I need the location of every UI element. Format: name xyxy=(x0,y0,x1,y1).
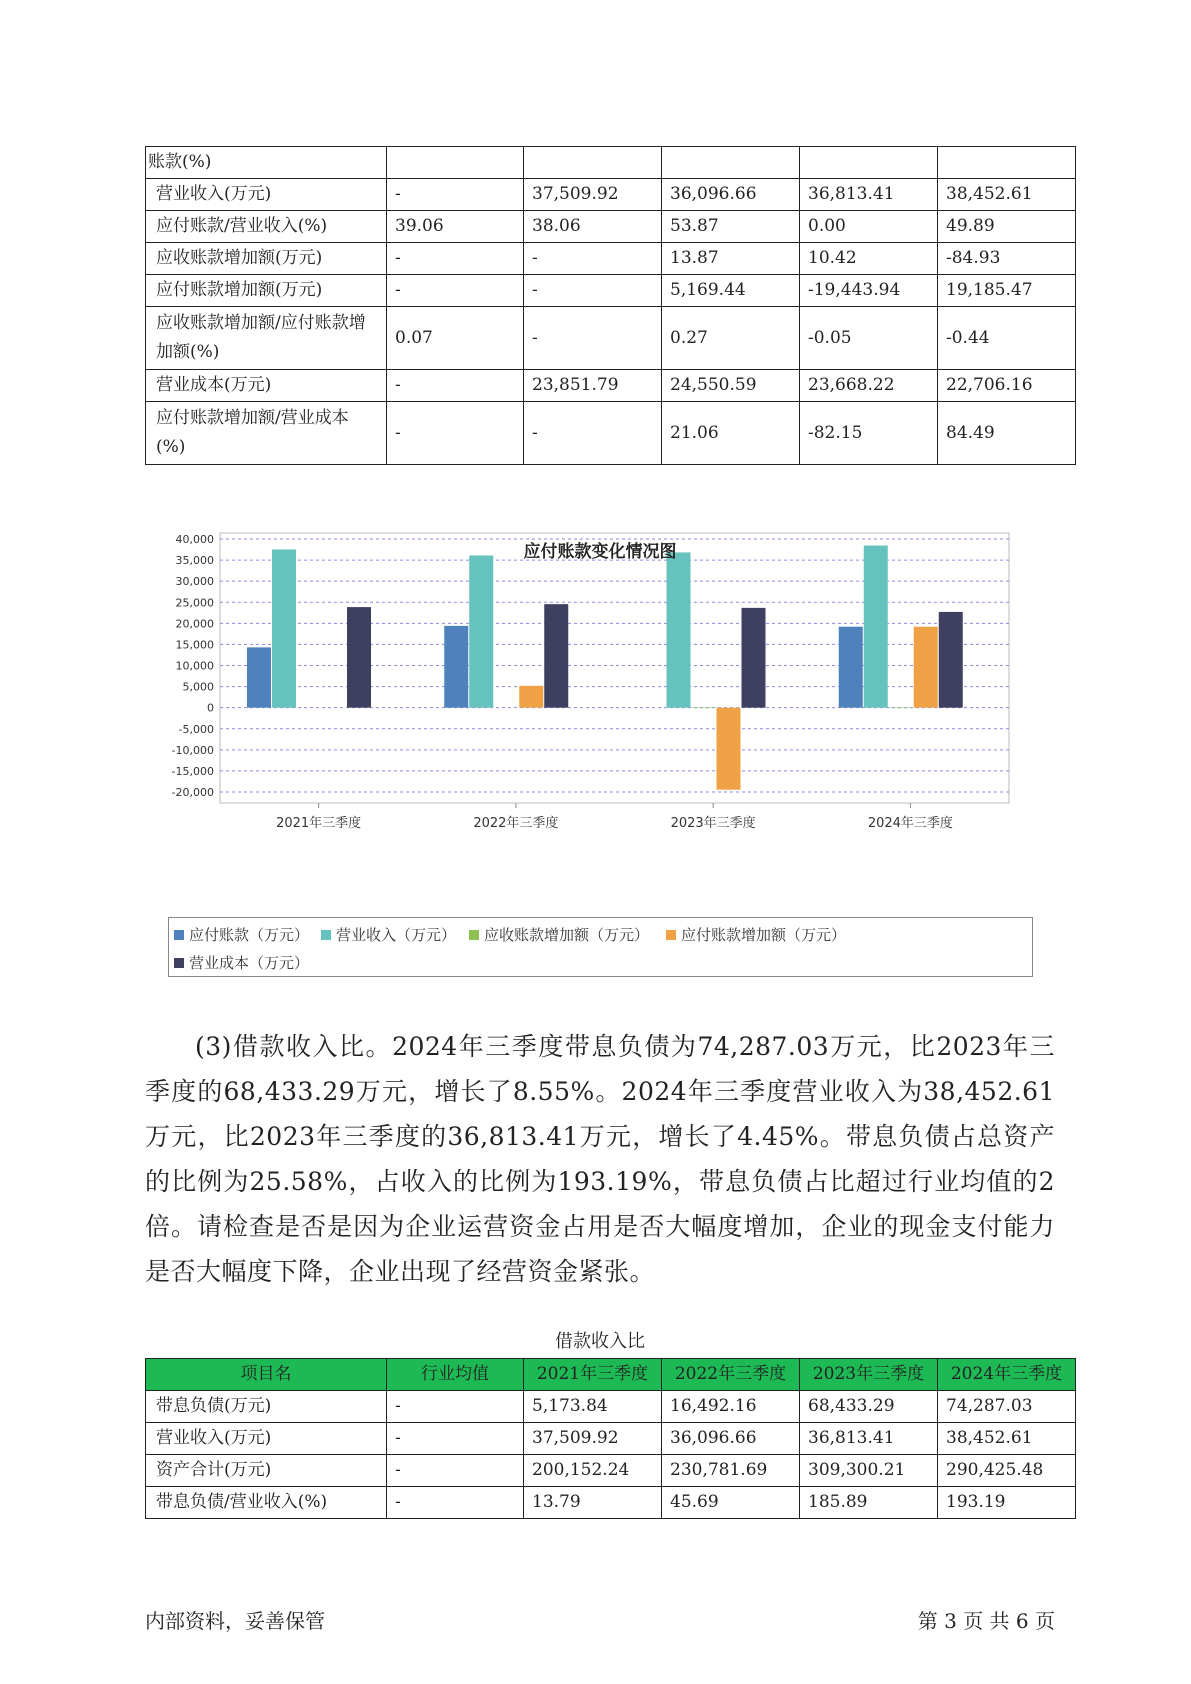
y-tick-label: 25,000 xyxy=(175,596,214,610)
column-header: 行业均值 xyxy=(387,1359,524,1391)
table-cell xyxy=(662,147,800,179)
bar-3 xyxy=(889,708,913,709)
table-row xyxy=(146,179,1076,211)
legend-item xyxy=(469,924,649,945)
table-row xyxy=(146,147,1076,179)
x-tick-label: 2022年三季度 xyxy=(473,816,559,831)
table-cell: - xyxy=(387,179,524,211)
table-cell: 19,185.47 xyxy=(938,275,1076,307)
table-cell xyxy=(938,147,1076,179)
bar-3 xyxy=(692,708,716,709)
table-cell: 36,813.41 xyxy=(800,1423,938,1455)
table-cell: 36,813.41 xyxy=(800,179,938,211)
table-row xyxy=(146,402,1076,465)
table-cell: - xyxy=(524,402,662,465)
table-cell: 24,550.59 xyxy=(662,370,800,402)
bar-2 xyxy=(469,555,493,707)
table-cell: 16,492.16 xyxy=(662,1391,800,1423)
table-cell: 36,096.66 xyxy=(662,179,800,211)
bar-4 xyxy=(519,686,543,708)
table-row xyxy=(146,211,1076,243)
table-cell: 38.06 xyxy=(524,211,662,243)
legend-swatch xyxy=(321,930,331,940)
table-cell: 5,169.44 xyxy=(662,275,800,307)
y-tick-label: -10,000 xyxy=(171,743,214,757)
accounts-payable-table xyxy=(145,146,1076,465)
column-header: 2024年三季度 xyxy=(938,1359,1076,1391)
table-row xyxy=(146,307,1076,370)
table-cell: -82.15 xyxy=(800,402,938,465)
x-tick-label: 2024年三季度 xyxy=(867,816,953,831)
table-cell: 84.49 xyxy=(938,402,1076,465)
table-cell: - xyxy=(387,370,524,402)
table-row xyxy=(146,275,1076,307)
row-label: 应付账款增加额/营业成本(%) xyxy=(146,402,387,465)
legend-swatch xyxy=(174,930,184,940)
table-cell: 53.87 xyxy=(662,211,800,243)
legend-item xyxy=(321,924,456,945)
table-cell: 37,509.92 xyxy=(524,179,662,211)
bar-2 xyxy=(864,546,888,708)
legend-item xyxy=(174,952,309,973)
bar-1 xyxy=(247,647,271,707)
table-row xyxy=(146,1391,1076,1423)
row-label: 营业收入(万元) xyxy=(146,1423,387,1455)
bar-1 xyxy=(839,627,863,708)
legend-label: 应收账款增加额（万元） xyxy=(484,926,650,944)
row-label: 带息负债(万元) xyxy=(146,1391,387,1423)
row-label: 资产合计(万元) xyxy=(146,1455,387,1487)
y-tick-label: 5,000 xyxy=(182,680,214,694)
table-cell: - xyxy=(524,275,662,307)
chart-legend xyxy=(168,917,1033,977)
y-tick-label: -5,000 xyxy=(178,722,214,736)
table-row xyxy=(146,243,1076,275)
table-cell: - xyxy=(387,1487,524,1519)
column-header: 2023年三季度 xyxy=(800,1359,938,1391)
table-cell: - xyxy=(387,1423,524,1455)
table-cell: 5,173.84 xyxy=(524,1391,662,1423)
table-caption: 借款收入比 xyxy=(555,1331,645,1352)
bar-5 xyxy=(347,607,371,708)
table-cell: 21.06 xyxy=(662,402,800,465)
row-label: 应付账款增加额(万元) xyxy=(146,275,387,307)
y-tick-label: 0 xyxy=(207,701,214,715)
y-tick-label: 35,000 xyxy=(175,554,214,568)
bar-2 xyxy=(667,552,691,707)
column-header: 2022年三季度 xyxy=(662,1359,800,1391)
column-header: 2021年三季度 xyxy=(524,1359,662,1391)
row-label: 应付账款/营业收入(%) xyxy=(146,211,387,243)
column-header: 项目名 xyxy=(146,1359,387,1391)
bar-5 xyxy=(939,612,963,708)
table-row xyxy=(146,1455,1076,1487)
y-tick-label: 40,000 xyxy=(175,533,214,546)
bar-1 xyxy=(444,626,468,708)
table-cell: 68,433.29 xyxy=(800,1391,938,1423)
bar-4 xyxy=(717,708,741,790)
row-label: 营业成本(万元) xyxy=(146,370,387,402)
table-cell: 290,425.48 xyxy=(938,1455,1076,1487)
x-tick-label: 2023年三季度 xyxy=(670,816,756,831)
legend-item xyxy=(666,924,846,945)
table-row xyxy=(146,1487,1076,1519)
row-label: 应收账款增加额(万元) xyxy=(146,243,387,275)
table-cell: 193.19 xyxy=(938,1487,1076,1519)
legend-swatch xyxy=(174,958,184,968)
legend-item xyxy=(174,924,309,945)
table-cell: 13.79 xyxy=(524,1487,662,1519)
table-cell: 39.06 xyxy=(387,211,524,243)
x-tick-label: 2021年三季度 xyxy=(276,816,362,831)
table-cell: - xyxy=(387,275,524,307)
y-tick-label: -15,000 xyxy=(171,764,214,778)
table-cell: -0.44 xyxy=(938,307,1076,370)
table-row xyxy=(146,370,1076,402)
page-number: 第 3 页 共 6 页 xyxy=(917,1609,1055,1633)
table-cell: - xyxy=(387,1391,524,1423)
chart-title: 应付账款变化情况图 xyxy=(523,542,677,562)
bar-5 xyxy=(742,608,766,708)
table-cell: 23,851.79 xyxy=(524,370,662,402)
table-header-row xyxy=(146,1359,1076,1391)
debt-revenue-table xyxy=(145,1358,1076,1519)
table-cell: 74,287.03 xyxy=(938,1391,1076,1423)
row-label: 营业收入(万元) xyxy=(146,179,387,211)
table-cell: 38,452.61 xyxy=(938,179,1076,211)
table-cell: -0.05 xyxy=(800,307,938,370)
y-tick-label: 15,000 xyxy=(175,638,214,652)
table-row xyxy=(146,1423,1076,1455)
legend-swatch xyxy=(666,930,676,940)
table-cell: - xyxy=(387,402,524,465)
table-cell: 185.89 xyxy=(800,1487,938,1519)
table-cell: 13.87 xyxy=(662,243,800,275)
table-cell: 45.69 xyxy=(662,1487,800,1519)
table-cell: 230,781.69 xyxy=(662,1455,800,1487)
y-tick-label: -20,000 xyxy=(171,786,214,799)
table-cell: 200,152.24 xyxy=(524,1455,662,1487)
table-cell: - xyxy=(524,243,662,275)
footer-note: 内部资料，妥善保管 xyxy=(145,1609,325,1633)
bar-2 xyxy=(272,549,296,707)
table-cell: - xyxy=(387,1455,524,1487)
legend-label: 应付账款增加额（万元） xyxy=(681,926,847,944)
row-label: 带息负债/营业收入(%) xyxy=(146,1487,387,1519)
table-cell: 38,452.61 xyxy=(938,1423,1076,1455)
table-cell: 0.27 xyxy=(662,307,800,370)
table-cell: 37,509.92 xyxy=(524,1423,662,1455)
table-cell xyxy=(524,147,662,179)
table-cell: -19,443.94 xyxy=(800,275,938,307)
bar-5 xyxy=(544,604,568,708)
bar-chart xyxy=(160,527,1040,927)
table-cell xyxy=(387,147,524,179)
legend-label: 营业成本（万元） xyxy=(189,954,310,972)
plot-frame xyxy=(220,533,1009,803)
row-label: 应收账款增加额/应付账款增加额(%) xyxy=(146,307,387,370)
table-cell: - xyxy=(524,307,662,370)
table-cell: 0.00 xyxy=(800,211,938,243)
table-cell: -84.93 xyxy=(938,243,1076,275)
y-tick-label: 30,000 xyxy=(175,575,214,589)
table-cell: 49.89 xyxy=(938,211,1076,243)
y-tick-label: 10,000 xyxy=(175,659,214,673)
legend-label: 营业收入（万元） xyxy=(336,926,457,944)
table-cell: 22,706.16 xyxy=(938,370,1076,402)
table-cell: 10.42 xyxy=(800,243,938,275)
table-cell xyxy=(800,147,938,179)
body-paragraph: (3)借款收入比。2024年三季度带息负债为74,287.03万元，比2023年三季度的68,433.29万元，增长了8.55%。2024年三季度营业收入为38,452.61万元，比2023年三季度的36,813.41万元，增长了4.45%。带息负债占总资产的比例为25.58%，占收入的比例为193.19%，带息负债占比超过行业均值的2倍。请检查是否是因为企业运营资金占用是否大幅度增加，企业的现金支付能力是否大幅度下降，企业出现了经营资金紧张。 xyxy=(145,1032,1055,1286)
table-cell: 309,300.21 xyxy=(800,1455,938,1487)
legend-swatch xyxy=(469,930,479,940)
y-tick-label: 20,000 xyxy=(175,617,214,631)
bar-4 xyxy=(914,627,938,708)
row-label: 账款(%) xyxy=(146,147,387,179)
table-cell: - xyxy=(387,243,524,275)
table-cell: 36,096.66 xyxy=(662,1423,800,1455)
table-cell: 23,668.22 xyxy=(800,370,938,402)
legend-label: 应付账款（万元） xyxy=(189,926,310,944)
table-cell: 0.07 xyxy=(387,307,524,370)
